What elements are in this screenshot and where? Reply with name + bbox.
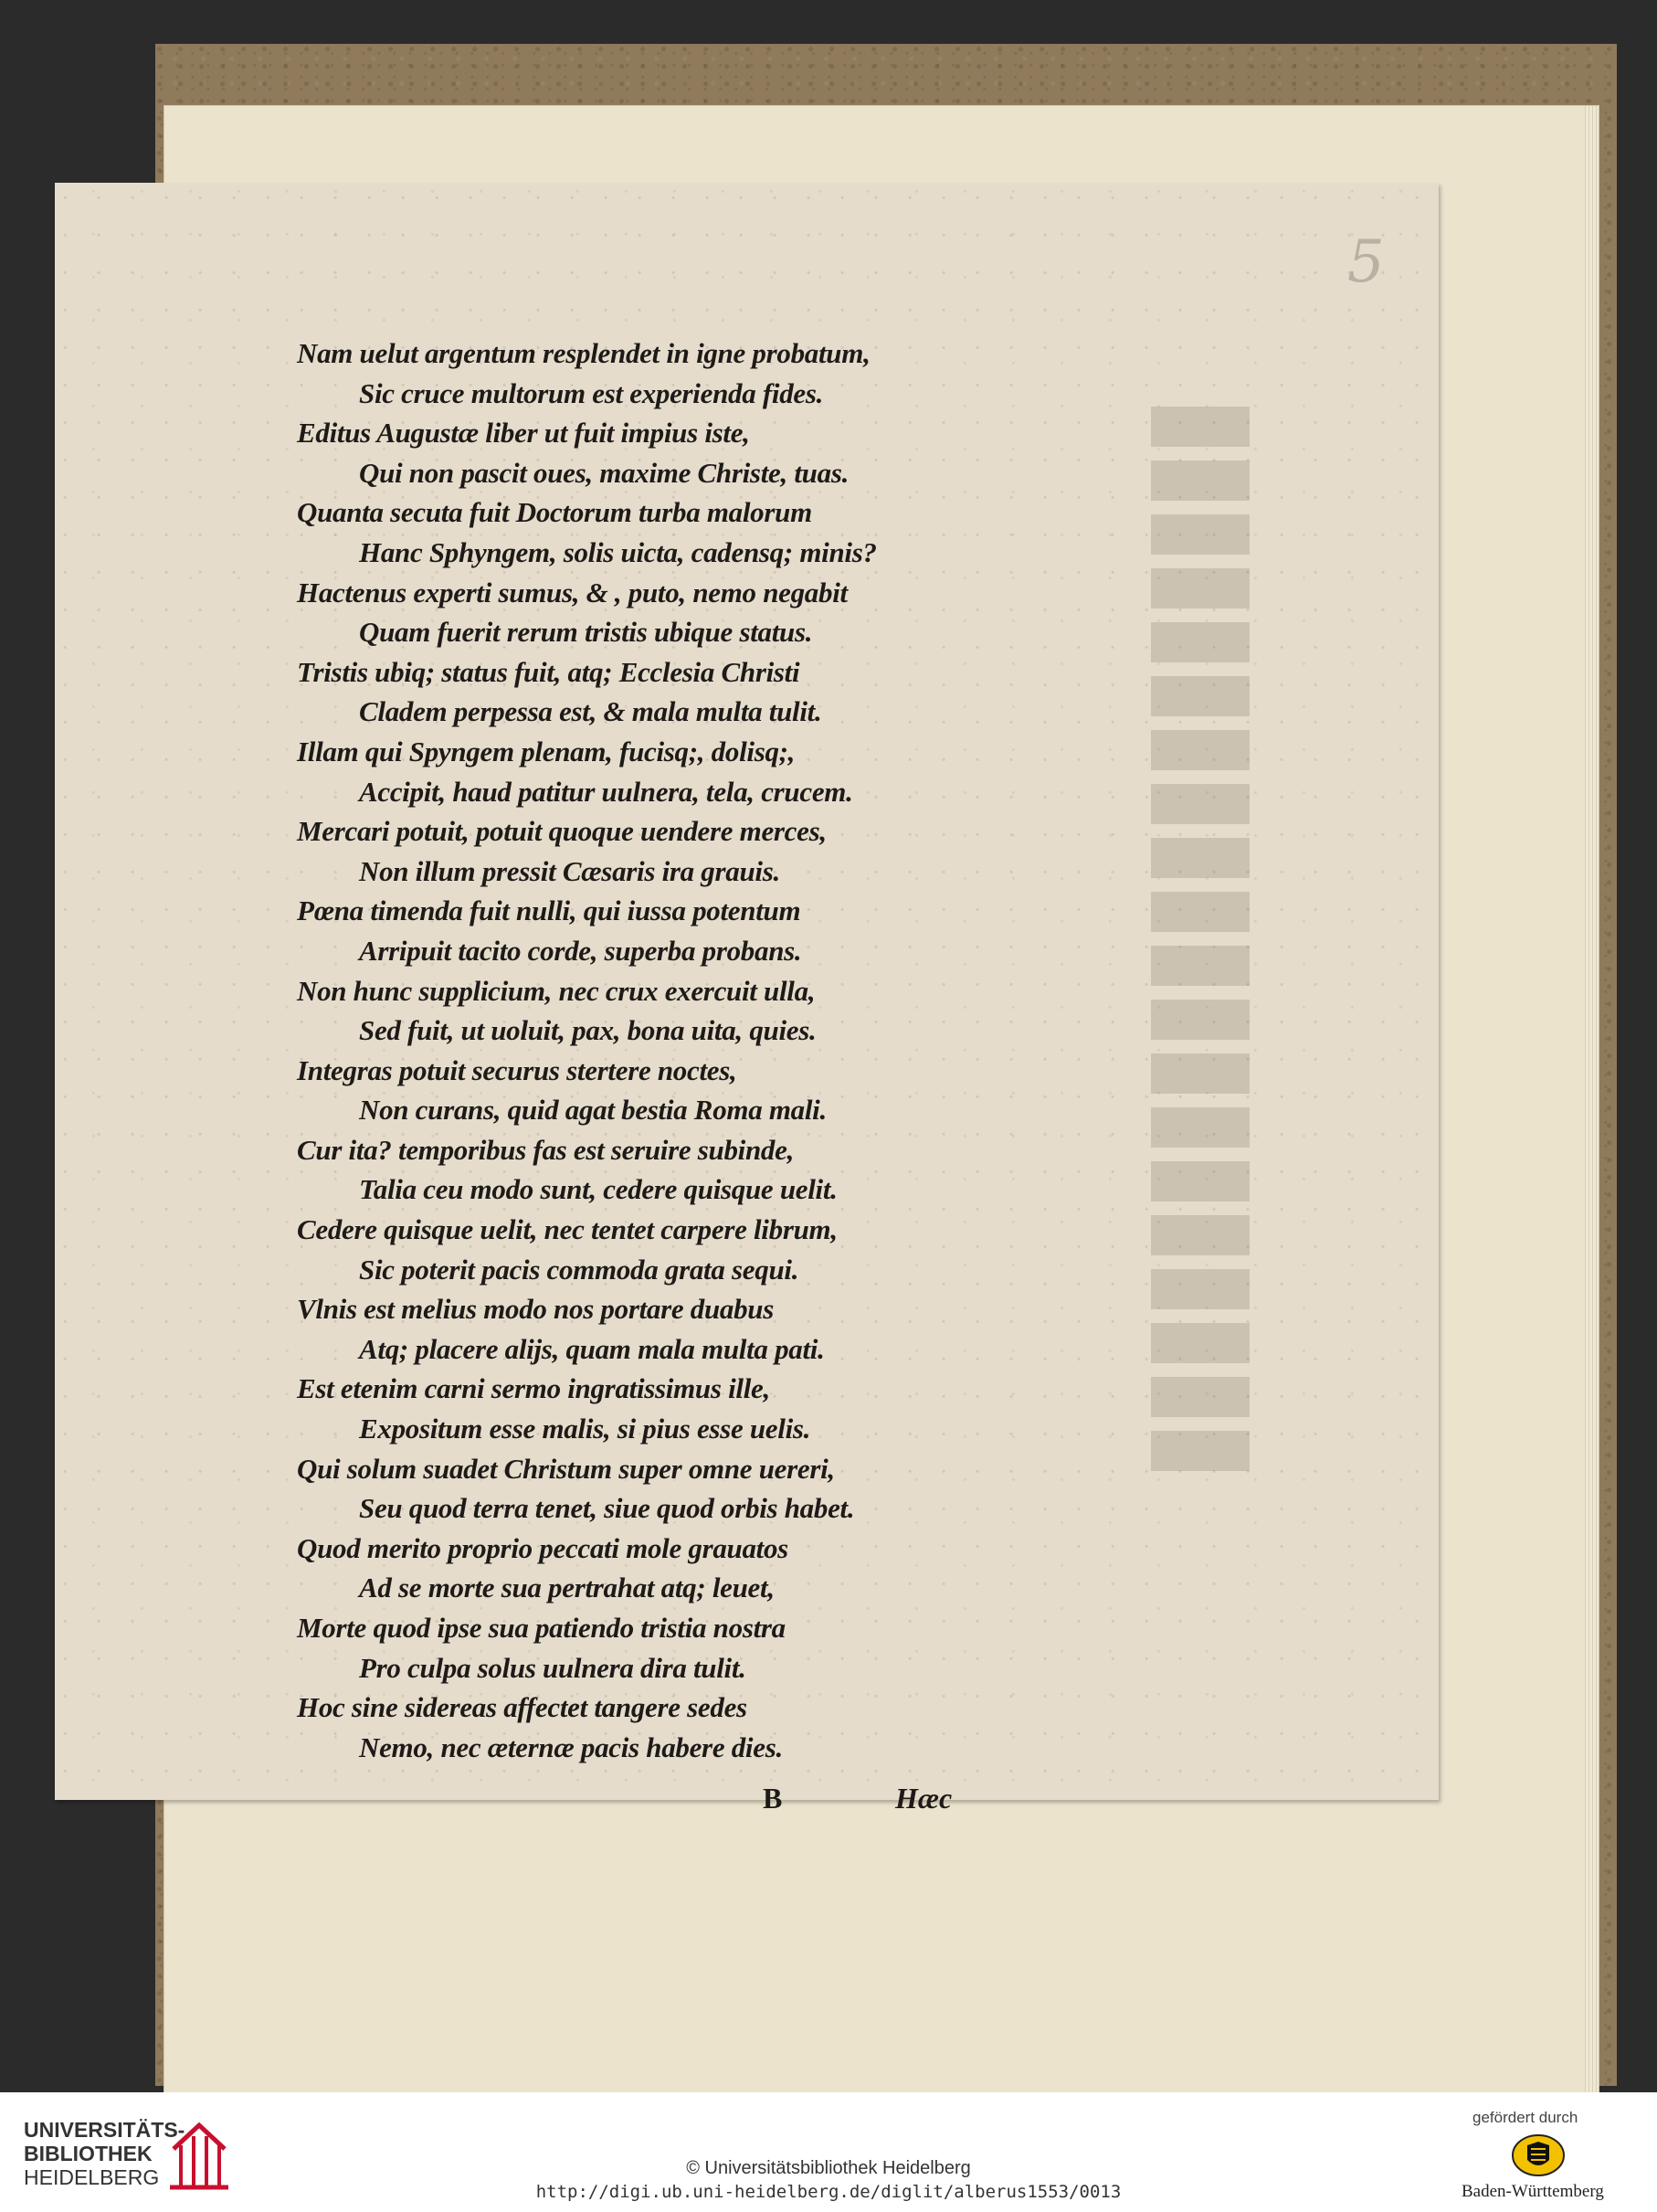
verse-line: Non curans, quid agat bestia Roma mali.	[359, 1094, 827, 1127]
catchword: Hæc	[895, 1782, 953, 1815]
verse-line: Pœna timenda fuit nulli, qui iussa potentum	[297, 894, 801, 927]
verse-line: Hactenus experti sumus, & , puto, nemo negabit	[297, 576, 848, 609]
verse-block	[297, 333, 1009, 1767]
verse-line: Vlnis est melius modo nos portare duabus	[297, 1293, 775, 1326]
book-page	[55, 183, 1439, 1815]
verse-line: Sed fuit, ut uoluit, pax, bona uita, quies.	[359, 1014, 817, 1047]
verse-line: Expositum esse malis, si pius esse uelis.	[359, 1413, 811, 1445]
viewer-footer	[0, 2092, 1657, 2212]
verse-line: Quam fuerit rerum tristis ubique status.	[359, 616, 813, 649]
verse-line: Seu quod terra tenet, siue quod orbis habet.	[359, 1492, 855, 1525]
verse-line: Tristis ubiq; status fuit, atq; Ecclesia Christi	[297, 655, 800, 688]
verse-line: Talia ceu modo sunt, cedere quisque uelit.	[359, 1173, 838, 1206]
verse-line: Editus Augustæ liber ut fuit impius iste,	[297, 417, 750, 450]
sponsor-label: gefördert durch	[1472, 2109, 1578, 2126]
verse-line: Hoc sine sidereas affectet tangere sedes	[297, 1691, 747, 1724]
verse-line: Quod merito proprio peccati mole grauatos	[297, 1531, 788, 1564]
verse-line: Morte quod ipse sua patiendo tristia nostra	[297, 1612, 786, 1644]
verse-line: Hanc Sphyngem, solis uicta, cadensq; minis?	[359, 535, 877, 568]
verse-line: Cladem perpessa est, & mala multa tulit.	[359, 695, 822, 728]
verse-line: Integras potuit securus stertere noctes,	[297, 1053, 737, 1086]
baden-wuerttemberg-crest-icon[interactable]	[1509, 2133, 1567, 2178]
library-name-line-1: UNIVERSITÄTS-	[24, 2118, 185, 2142]
verse-line: Qui solum suadet Christum super omne uereri,	[297, 1452, 835, 1485]
verse-line: Non illum pressit Cæsaris ira grauis.	[359, 854, 780, 887]
permalink-url[interactable]: http://digi.ub.uni-heidelberg.de/diglit/alberus1553/0013	[535, 2182, 1122, 2202]
verse-line: Cedere quisque uelit, nec tentet carpere librum,	[297, 1213, 838, 1246]
copyright-notice: © Universitätsbibliothek Heidelberg	[686, 2158, 971, 2178]
verse-line: Atq; placere alijs, quam mala multa pati.	[359, 1332, 825, 1365]
sponsor-name: Baden-Württemberg	[1462, 2182, 1604, 2201]
signature-mark: B	[763, 1782, 783, 1815]
verse-line: Non hunc supplicium, nec crux exercuit ulla,	[297, 974, 816, 1007]
verse-line: Illam qui Spyngem plenam, fucisq;, dolisq;,	[297, 735, 796, 767]
verse-line: Nemo, nec æternæ pacis habere dies.	[359, 1730, 783, 1763]
folio-mark: 5	[1347, 228, 1385, 296]
verse-line: Sic poterit pacis commoda grata sequi.	[359, 1253, 799, 1286]
verse-line: Arripuit tacito corde, superba probans.	[359, 934, 802, 967]
show-through-text	[1151, 393, 1425, 1763]
verse-line: Mercari potuit, potuit quoque uendere merces,	[297, 815, 827, 848]
ub-heidelberg-logo-icon[interactable]	[166, 2112, 232, 2193]
library-name-line-2: BIBLIOTHEK	[24, 2142, 153, 2165]
verse-line: Sic cruce multorum est experienda fides.	[359, 376, 824, 409]
verse-line: Quanta secuta fuit Doctorum turba malorum	[297, 496, 812, 529]
verse-line: Pro culpa solus uulnera dira tulit.	[359, 1651, 746, 1684]
library-name-line-3: HEIDELBERG	[24, 2165, 160, 2189]
verse-line: Est etenim carni sermo ingratissimus ille,	[297, 1372, 770, 1405]
verse-line: Ad se morte sua pertrahat atq; leuet,	[359, 1572, 775, 1604]
verse-line: Cur ita? temporibus fas est seruire subinde,	[297, 1133, 795, 1166]
verse-line: Nam uelut argentum resplendet in igne probatum,	[297, 337, 871, 369]
verse-line: Qui non pascit oues, maxime Christe, tuas.	[359, 456, 850, 489]
verse-line: Accipit, haud patitur uulnera, tela, crucem.	[359, 775, 853, 808]
